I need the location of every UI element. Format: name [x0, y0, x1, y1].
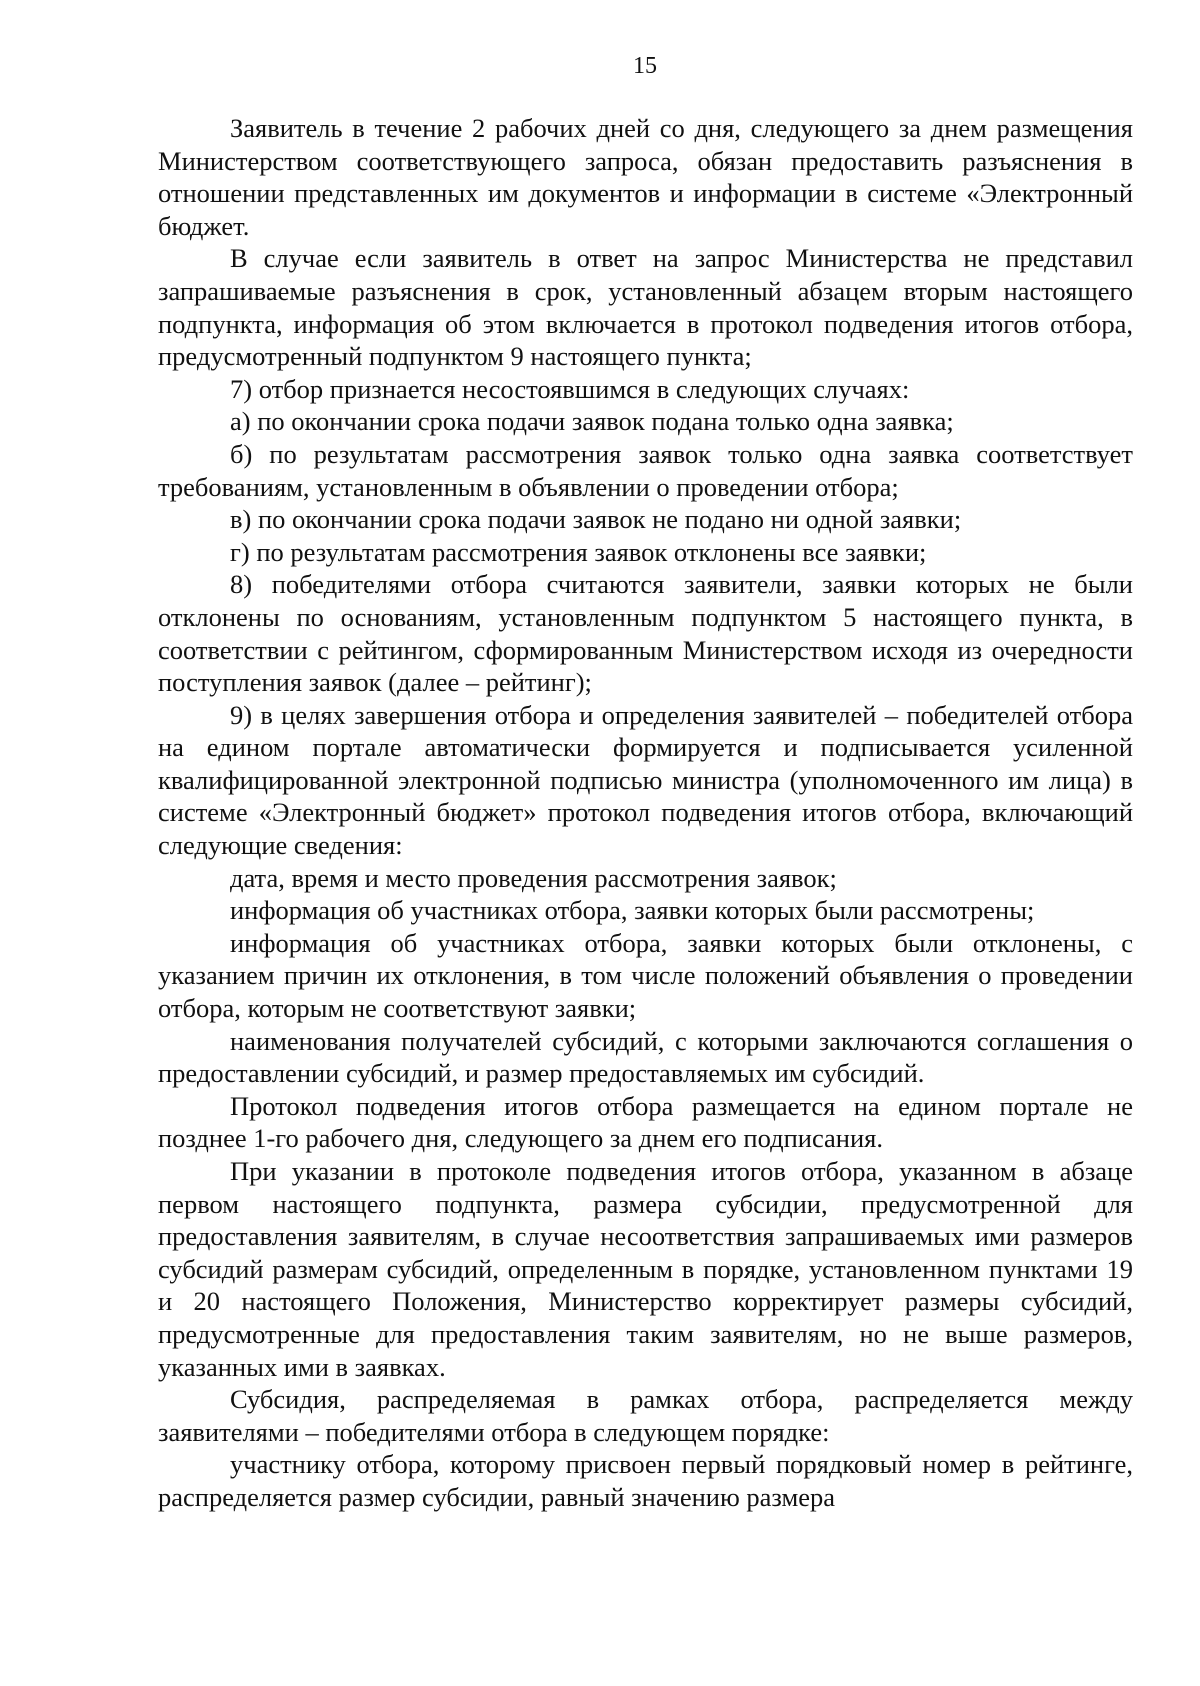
document-body [158, 112, 1133, 1514]
paragraph: б) по результатам рассмотрения заявок только одна заявка соответствует требованиям, установленным в объявлении о проведении отбора; [158, 438, 1133, 502]
paragraph: В случае если заявитель в ответ на запрос Министерства не представил запрашиваемые разъяснения в срок, установленный абзацем вторым настоящего подпункта, информация об этом включается в протокол подведения итогов отбора, предусмотренный подпунктом 9 настоящего пункта; [158, 243, 1133, 372]
paragraph: 7) отбор признается несостоявшимся в следующих случаях: [230, 373, 910, 404]
paragraph: в) по окончании срока подачи заявок не подано ни одной заявки; [230, 504, 962, 535]
paragraph: При указании в протоколе подведения итогов отбора, указанном в абзаце первом настоящего подпункта, размера субсидии, предусмотренной для предоставления заявителям, в случае несоответствия запрашиваемых ими размеров субсидий размерам субсидий, определенным в порядке, установленном пунктами 19 и 20 настоящего Положения, Министерство корректирует размеры субсидий, предусмотренные для предоставления таким заявителям, но не выше размеров, указанных ими в заявках. [158, 1156, 1133, 1382]
paragraph: 9) в целях завершения отбора и определения заявителей – победителей отбора на едином портале автоматически формируется и подписывается усиленной квалифицированной электронной подписью министра (уполномоченного им лица) в системе «Электронный бюджет» протокол подведения итогов отбора, включающий следующие сведения: [158, 699, 1133, 861]
paragraph: наименования получателей субсидий, с которыми заключаются соглашения о предоставлении субсидий, и размер предоставляемых им субсидий. [158, 1025, 1133, 1089]
page-number: 15 [633, 53, 657, 79]
paragraph: дата, время и место проведения рассмотрения заявок; [230, 862, 837, 893]
paragraph: информация об участниках отбора, заявки которых были рассмотрены; [230, 895, 1035, 926]
paragraph: участнику отбора, которому присвоен первый порядковый номер в рейтинге, распределяется размер субсидии, равный значению размера [158, 1449, 1133, 1512]
paragraph: г) по результатам рассмотрения заявок отклонены все заявки; [230, 536, 927, 567]
paragraph: информация об участниках отбора, заявки которых были отклонены, с указанием причин их отклонения, в том числе положений объявления о проведении отбора, которым не соответствуют заявки; [158, 927, 1133, 1024]
paragraph: Заявитель в течение 2 рабочих дней со дня, следующего за днем размещения Министерством соответствующего запроса, обязан предоставить разъяснения в отношении представленных им документов и информации в системе «Электронный бюджет. [158, 113, 1133, 241]
paragraph: Субсидия, распределяемая в рамках отбора, распределяется между заявителями – победителями отбора в следующем порядке: [158, 1384, 1133, 1447]
paragraph: а) по окончании срока подачи заявок подана только одна заявка; [230, 406, 954, 437]
paragraph: 8) победителями отбора считаются заявители, заявки которых не были отклонены по основаниям, установленным подпунктом 5 настоящего пункта, в соответствии с рейтингом, сформированным Министерством исходя из очередности поступления заявок (далее – рейтинг); [158, 569, 1133, 698]
paragraph: Протокол подведения итогов отбора размещается на едином портале не позднее 1-го рабочего дня, следующего за днем его подписания. [158, 1090, 1133, 1154]
